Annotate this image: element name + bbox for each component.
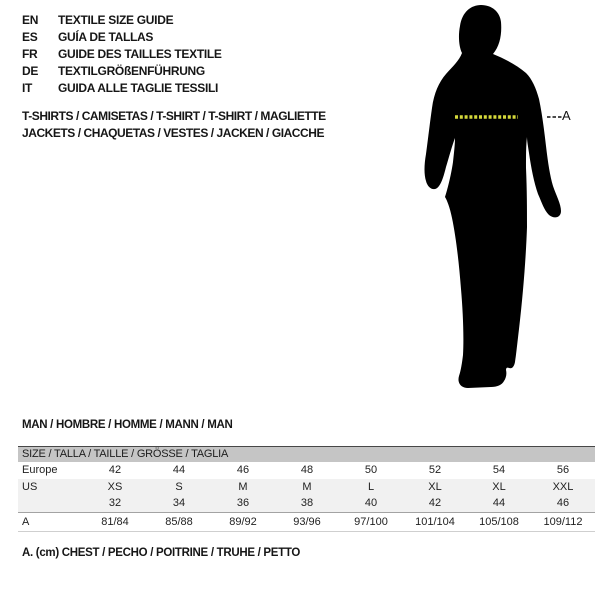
table-cell: 54	[492, 464, 506, 476]
measure-label-a: A	[562, 108, 571, 123]
table-cell: 38	[300, 497, 314, 509]
language-label: TEXTILE SIZE GUIDE	[58, 13, 174, 27]
language-code: ES	[22, 30, 38, 44]
language-code: IT	[22, 81, 33, 95]
category-line-jackets: JACKETS / CHAQUETAS / VESTES / JACKEN / GIACCHE	[22, 126, 325, 140]
table-cell: 46	[556, 497, 570, 509]
language-row-de	[22, 63, 222, 80]
table-cell: 34	[172, 497, 186, 509]
category-heading	[22, 108, 326, 142]
language-label: GUIDE DES TAILLES TEXTILE	[58, 47, 222, 61]
footnote-chest: A. (cm) CHEST / PECHO / POITRINE / TRUHE / PETTO	[22, 547, 301, 559]
row-label: A	[22, 516, 30, 528]
table-cell: 42	[428, 497, 442, 509]
table-cell: 93/96	[293, 516, 321, 528]
table-cell: 46	[236, 464, 250, 476]
table-cell: XL	[428, 481, 442, 493]
table-cell: 50	[364, 464, 378, 476]
table-row-us	[18, 479, 595, 495]
language-list	[22, 12, 222, 97]
language-label: TEXTILGRÖßENFÜHRUNG	[58, 64, 205, 78]
size-table	[18, 446, 595, 532]
table-cell: 52	[428, 464, 442, 476]
table-cell: XS	[107, 481, 123, 493]
row-label: US	[22, 481, 38, 493]
table-row-chest	[18, 512, 595, 531]
table-cell: 56	[556, 464, 570, 476]
table-cell: 48	[300, 464, 314, 476]
table-cell: XL	[492, 481, 506, 493]
table-cell: M	[238, 481, 248, 493]
table-cell: 81/84	[101, 516, 129, 528]
table-row-numeric	[18, 495, 595, 512]
table-cell: 109/112	[543, 516, 583, 528]
table-cell: XXL	[552, 481, 574, 493]
table-cell: 85/88	[165, 516, 193, 528]
table-row-europe	[18, 462, 595, 479]
man-silhouette-figure	[415, 5, 600, 395]
man-silhouette-shape	[425, 5, 562, 388]
man-silhouette-svg	[415, 5, 600, 395]
table-cell: 36	[236, 497, 250, 509]
row-label: Europe	[22, 464, 58, 476]
table-cell: 101/104	[415, 516, 455, 528]
language-row-fr	[22, 46, 222, 63]
language-code: FR	[22, 47, 38, 61]
language-row-it	[22, 80, 222, 97]
section-title-man: MAN / HOMBRE / HOMME / MANN / MAN	[22, 419, 233, 431]
language-code: EN	[22, 13, 39, 27]
table-cell: M	[302, 481, 312, 493]
table-cell: 44	[492, 497, 506, 509]
table-cell: 89/92	[229, 516, 257, 528]
language-row-en	[22, 12, 222, 29]
table-cell: 105/108	[479, 516, 519, 528]
table-cell: 40	[364, 497, 378, 509]
table-cell: L	[367, 481, 375, 493]
table-cell: 42	[108, 464, 122, 476]
category-line-tshirts: T-SHIRTS / CAMISETAS / T-SHIRT / T-SHIRT / MAGLIETTE	[22, 109, 326, 123]
table-cell: S	[175, 481, 183, 493]
table-cell: 44	[172, 464, 186, 476]
language-label: GUIDA ALLE TAGLIE TESSILI	[58, 81, 219, 95]
size-table-header: SIZE / TALLA / TAILLE / GRÖSSE / TAGLIA	[18, 447, 595, 462]
language-code: DE	[22, 64, 39, 78]
row-label	[18, 495, 83, 512]
table-cell: 32	[108, 497, 122, 509]
language-row-es	[22, 29, 222, 46]
table-cell: 97/100	[354, 516, 388, 528]
language-label: GUÍA DE TALLAS	[58, 30, 154, 44]
